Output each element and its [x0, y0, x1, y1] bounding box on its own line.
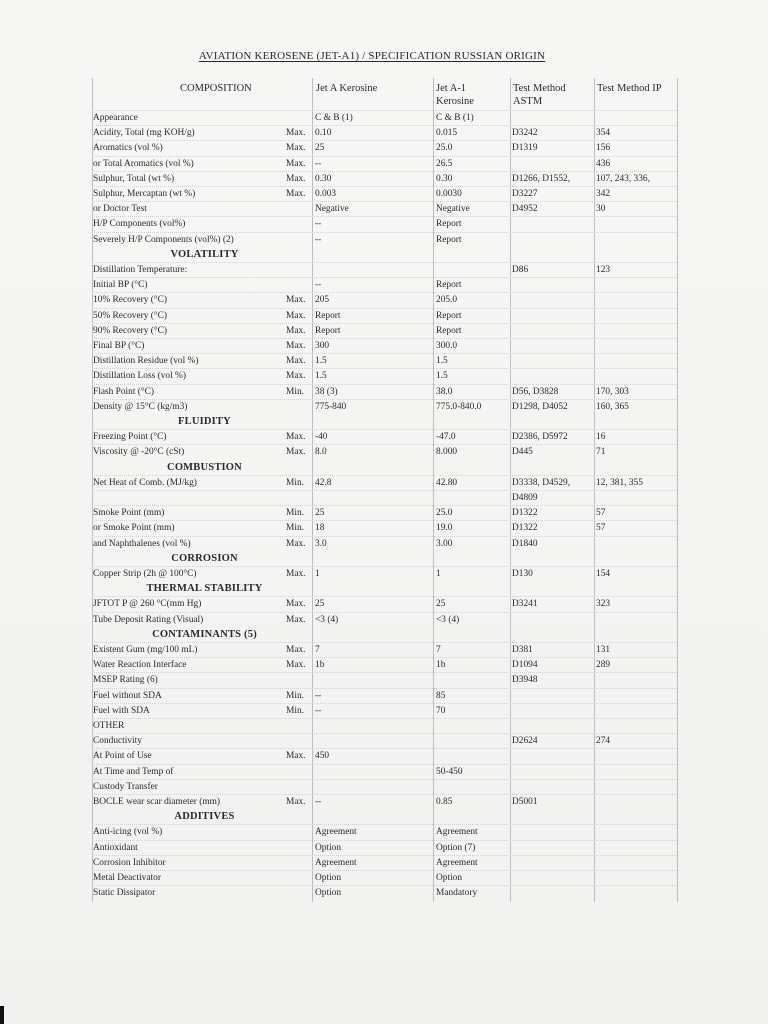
cell-lim: Max. — [286, 128, 306, 139]
cell-lim: Max. — [286, 173, 306, 184]
cell-ip: 16 — [596, 432, 606, 443]
table-row — [92, 140, 677, 156]
cell-name: Severely H/P Components (vol%) (2) — [93, 234, 234, 245]
cell-name: Flash Point (°C) — [93, 386, 155, 397]
table-row — [92, 718, 677, 734]
cell-a1: Report — [436, 280, 462, 291]
cell-a: 25 — [315, 143, 325, 154]
cell-a1: 7 — [436, 645, 441, 655]
cell-name: Corrosion Inhibitor — [93, 857, 166, 868]
cell-a1: 775.0-840.0 — [436, 401, 482, 412]
cell-lim: Max. — [286, 599, 306, 610]
cell-astm: D1322 — [512, 508, 538, 519]
cell-ip: 436 — [596, 158, 611, 169]
cell-a: 0.003 — [315, 189, 337, 199]
cell-name: or Smoke Point (mm) — [93, 523, 175, 534]
cell-name: Acidity, Total (mg KOH/g) — [93, 128, 195, 139]
cell-a1: Option (7) — [436, 842, 476, 853]
cell-name: 50% Recovery (°C) — [93, 310, 168, 321]
cell-astm: D1298, D4052 — [512, 401, 568, 412]
header-ip: Test Method IP — [597, 83, 662, 94]
table-row — [92, 779, 677, 795]
scan-edge — [0, 1006, 4, 1024]
cell-a: 300 — [315, 341, 330, 351]
cell-a1: 1 — [436, 569, 441, 579]
cell-lim: Max. — [286, 569, 306, 579]
cell-lim: Max. — [286, 660, 306, 671]
cell-a: Report — [315, 325, 341, 336]
table-row — [92, 429, 677, 445]
cell-a1: 0.85 — [436, 797, 453, 807]
cell-lim: Min. — [286, 705, 304, 716]
cell-astm: D56, D3828 — [512, 386, 559, 397]
cell-a: 450 — [315, 751, 330, 762]
table-row — [92, 368, 677, 384]
cell-name: Freezing Point (°C) — [93, 432, 167, 443]
table-row — [92, 277, 677, 293]
cell-a: 0.10 — [315, 128, 332, 139]
cell-a: 25 — [315, 508, 325, 519]
table-row — [92, 824, 677, 840]
table-row — [92, 612, 677, 628]
section-heading: FLUIDITY — [178, 416, 231, 427]
cell-a: Option — [315, 873, 342, 883]
cell-name: Antioxidant — [93, 842, 138, 853]
table-row — [92, 156, 677, 172]
cell-name: Initial BP (°C) — [93, 280, 148, 291]
cell-astm: D1094 — [512, 660, 538, 671]
cell-a1: Report — [436, 234, 462, 245]
table-row — [92, 262, 677, 278]
cell-lim: Min. — [286, 690, 304, 701]
cell-a: -- — [315, 705, 322, 716]
cell-astm: D4952 — [512, 204, 538, 215]
cell-name: and Naphthalenes (vol %) — [93, 538, 191, 549]
table-row — [92, 885, 677, 901]
cell-a1: 3.00 — [436, 538, 453, 549]
cell-lim: Max. — [286, 325, 306, 336]
cell-a1: 70 — [436, 705, 446, 716]
cell-name: At Point of Use — [93, 751, 152, 762]
cell-a: Negative — [315, 204, 349, 215]
cell-ip: 71 — [596, 447, 606, 458]
cell-name: Tube Deposit Rating (Visual) — [93, 614, 204, 625]
cell-a1: 50-450 — [436, 766, 463, 777]
header-jet-a: Jet A Kerosine — [316, 83, 378, 94]
cell-lim: Max. — [286, 189, 306, 199]
table-row — [92, 444, 677, 460]
cell-lim: Min. — [286, 386, 304, 397]
cell-name: Appearance — [93, 113, 138, 123]
table-row — [92, 688, 677, 704]
cell-name: Static Dissipator — [93, 888, 156, 899]
table-row — [92, 794, 677, 810]
section-heading: VOLATILITY — [170, 248, 239, 260]
cell-astm: D86 — [512, 265, 529, 275]
cell-a1: 1.5 — [436, 371, 448, 382]
cell-a: 25 — [315, 599, 325, 610]
cell-astm: D3241 — [512, 599, 538, 610]
table-row — [92, 232, 677, 248]
cell-a1: <3 (4) — [436, 614, 460, 625]
cell-a: 775-840 — [315, 401, 347, 412]
cell-lim: Max. — [286, 356, 306, 367]
cell-a1: 1b — [436, 660, 446, 671]
cell-a1: 26.5 — [436, 158, 453, 169]
cell-name: Fuel without SDA — [93, 690, 162, 701]
cell-astm: D445 — [512, 447, 533, 458]
table-row — [92, 353, 677, 369]
cell-a: -- — [315, 690, 322, 701]
cell-ip: 57 — [596, 523, 606, 534]
cell-a: 1b — [315, 660, 325, 671]
cell-name: Custody Transfer — [93, 781, 158, 792]
cell-lim: Max. — [286, 310, 306, 321]
cell-a: 7 — [315, 645, 320, 655]
cell-ip: 342 — [596, 189, 611, 199]
cell-name: 10% Recovery (°C) — [93, 295, 168, 306]
table-row — [92, 475, 677, 491]
cell-a1: Negative — [436, 204, 470, 215]
cell-lim: Max. — [286, 371, 306, 382]
table-row — [92, 642, 677, 658]
cell-a1: 25.0 — [436, 508, 453, 519]
cell-name: Smoke Point (mm) — [93, 508, 165, 519]
table-row — [92, 490, 677, 506]
section-heading: THERMAL STABILITY — [146, 583, 263, 595]
cell-a1: 1.5 — [436, 356, 448, 367]
cell-astm: D3242 — [512, 128, 538, 139]
cell-name: MSEP Rating (6) — [93, 675, 158, 686]
cell-ip: 57 — [596, 508, 606, 519]
table-row — [92, 657, 677, 673]
cell-lim: Max. — [286, 158, 306, 169]
cell-name: OTHER — [93, 721, 125, 731]
cell-lim: Max. — [286, 797, 306, 807]
cell-lim: Max. — [286, 143, 306, 154]
cell-a1: 42.80 — [436, 477, 458, 488]
cell-a: 3.0 — [315, 538, 327, 549]
cell-a1: Report — [436, 325, 462, 336]
cell-ip: 323 — [596, 599, 611, 610]
cell-a: 18 — [315, 523, 325, 534]
cell-ip: 154 — [596, 569, 611, 579]
cell-lim: Max. — [286, 538, 306, 549]
cell-a: -- — [315, 280, 322, 291]
cell-ip: 160, 365 — [596, 401, 629, 412]
cell-a1: 300.0 — [436, 341, 458, 351]
cell-ip: 123 — [596, 265, 611, 275]
cell-name: Aromatics (vol %) — [93, 143, 163, 154]
cell-name: Distillation Temperature: — [93, 265, 188, 275]
cell-name: Water Reaction Interface — [93, 660, 187, 671]
table-row — [92, 840, 677, 856]
table-row — [92, 748, 677, 764]
cell-name: Fuel with SDA — [93, 705, 150, 716]
cell-name: Existent Gum (mg/100 mL) — [93, 645, 198, 655]
cell-name: At Time and Temp of — [93, 766, 174, 777]
cell-name: Conductivity — [93, 736, 142, 747]
cell-name: or Doctor Test — [93, 204, 147, 215]
cell-name: 90% Recovery (°C) — [93, 325, 168, 336]
cell-a: -- — [315, 234, 322, 245]
cell-lim: Max. — [286, 614, 306, 625]
cell-ip: 170, 303 — [596, 386, 629, 397]
cell-a: -- — [315, 797, 322, 807]
cell-ip: 274 — [596, 736, 611, 747]
cell-a1: Mandatory — [436, 888, 478, 899]
cell-name: H/P Components (vol%) — [93, 219, 186, 230]
cell-a1: -47.0 — [436, 432, 456, 443]
cell-name: Distillation Loss (vol %) — [93, 371, 186, 382]
cell-a: 1 — [315, 569, 320, 579]
cell-a: 8.0 — [315, 447, 327, 458]
cell-name: BOCLE wear scar diameter (mm) — [93, 797, 221, 807]
cell-a1: 0.30 — [436, 173, 453, 184]
table-row — [92, 399, 677, 415]
header-astm: Test Method ASTM — [513, 83, 566, 107]
cell-a1: 85 — [436, 690, 446, 701]
table-row — [92, 125, 677, 141]
cell-name: Metal Deactivator — [93, 873, 161, 883]
page-title: AVIATION KEROSENE (JET-A1) / SPECIFICATION RUSSIAN ORIGIN — [198, 50, 546, 62]
header-jet-a1: Jet A-1 Kerosine — [436, 83, 474, 107]
cell-a: Agreement — [315, 857, 357, 868]
section-heading: CORROSION — [171, 552, 238, 564]
cell-name: Sulphur, Total (wt %) — [93, 173, 175, 184]
cell-astm: D3227 — [512, 189, 538, 199]
cell-name: JFTOT P @ 260 °C(mm Hg) — [93, 599, 202, 610]
cell-a1: Agreement — [436, 827, 478, 838]
table-row — [92, 536, 677, 552]
cell-name: or Total Aromatics (vol %) — [93, 158, 194, 169]
table-row — [92, 855, 677, 871]
cell-astm: D381 — [512, 645, 533, 655]
cell-a1: Agreement — [436, 857, 478, 868]
cell-a1: 8.000 — [436, 447, 458, 458]
cell-a: Report — [315, 310, 341, 321]
cell-a1: Report — [436, 219, 462, 230]
cell-astm: D1319 — [512, 143, 538, 154]
cell-astm: D1322 — [512, 523, 538, 534]
cell-ip: 156 — [596, 143, 611, 154]
table-row — [92, 505, 677, 521]
column-rule — [677, 78, 678, 902]
cell-a1: 205.0 — [436, 295, 458, 306]
section-heading: ADDITIVES — [174, 811, 235, 823]
table-row — [92, 201, 677, 217]
table-row — [92, 703, 677, 719]
cell-astm: D2624 — [512, 736, 538, 747]
table-row — [92, 733, 677, 749]
cell-name: Net Heat of Comb. (MJ/kg) — [93, 477, 197, 488]
cell-a: 205 — [315, 295, 330, 306]
cell-a: Agreement — [315, 827, 357, 838]
cell-name: Viscosity @ -20°C (cSt) — [93, 447, 185, 458]
cell-astm: D1266, D1552, — [512, 173, 571, 184]
cell-a: -- — [315, 219, 322, 230]
cell-lim: Max. — [286, 751, 306, 762]
cell-ip: 289 — [596, 660, 611, 671]
cell-a1: 25 — [436, 599, 446, 610]
table-row — [92, 764, 677, 780]
cell-ip: 30 — [596, 204, 606, 215]
cell-a: C & B (1) — [315, 113, 353, 123]
cell-astm: D4809 — [512, 493, 538, 503]
header-composition: COMPOSITION — [180, 83, 252, 94]
cell-astm: D5001 — [512, 797, 538, 807]
cell-name: Sulphur, Mercaptan (wt %) — [93, 189, 196, 199]
cell-lim: Min. — [286, 523, 304, 534]
table-row — [92, 520, 677, 536]
cell-ip: 354 — [596, 128, 611, 139]
cell-lim: Max. — [286, 645, 306, 655]
cell-lim: Max. — [286, 447, 306, 458]
cell-ip: 131 — [596, 645, 611, 655]
cell-a: 38 (3) — [315, 386, 338, 397]
cell-lim: Max. — [286, 432, 306, 443]
table-row — [92, 216, 677, 232]
cell-name: Density @ 15°C (kg/m3) — [93, 401, 188, 412]
cell-a1: Report — [436, 310, 462, 321]
table-row — [92, 186, 677, 202]
cell-a: 0.30 — [315, 173, 332, 184]
table-row — [92, 338, 677, 354]
cell-a1: Option — [436, 873, 463, 883]
cell-a1: C & B (1) — [436, 113, 474, 123]
cell-astm: D3338, D4529, — [512, 477, 571, 488]
table-row — [92, 384, 677, 400]
section-heading: COMBUSTION — [167, 461, 242, 473]
table-row — [92, 323, 677, 339]
cell-a1: 0.015 — [436, 128, 458, 139]
table-row — [92, 672, 677, 688]
cell-a: Option — [315, 842, 342, 853]
cell-a: 1.5 — [315, 356, 327, 367]
cell-lim: Min. — [286, 508, 304, 519]
section-heading: CONTAMINANTS (5) — [152, 628, 257, 640]
cell-lim: Min. — [286, 477, 304, 488]
cell-name: Anti-icing (vol %) — [93, 827, 163, 838]
cell-a: -40 — [315, 432, 328, 443]
cell-ip: 107, 243, 336, — [596, 173, 650, 184]
cell-a: -- — [315, 158, 322, 169]
cell-a1: 19.0 — [436, 523, 453, 534]
cell-a1: 0.0030 — [436, 189, 462, 199]
table-row — [92, 292, 677, 308]
cell-a: 42.8 — [315, 477, 332, 488]
table-row — [92, 870, 677, 886]
cell-astm: D3948 — [512, 675, 538, 686]
cell-a: <3 (4) — [315, 614, 339, 625]
cell-name: Final BP (°C) — [93, 341, 145, 351]
table-row — [92, 171, 677, 187]
cell-name: Copper Strip (2h @ 100°C) — [93, 569, 197, 579]
cell-name: Distillation Residue (vol %) — [93, 356, 199, 367]
cell-ip: 12, 381, 355 — [596, 477, 643, 488]
cell-astm: D130 — [512, 569, 533, 579]
cell-a1: 38.0 — [436, 386, 453, 397]
table-row — [92, 110, 677, 126]
cell-a: Option — [315, 888, 342, 899]
cell-a1: 25.0 — [436, 143, 453, 154]
table-row — [92, 566, 677, 582]
cell-astm: D1840 — [512, 538, 538, 549]
cell-astm: D2386, D5972 — [512, 432, 568, 443]
table-row — [92, 308, 677, 324]
table-row — [92, 596, 677, 612]
cell-lim: Max. — [286, 295, 306, 306]
cell-a: 1.5 — [315, 371, 327, 382]
cell-lim: Max. — [286, 341, 306, 351]
